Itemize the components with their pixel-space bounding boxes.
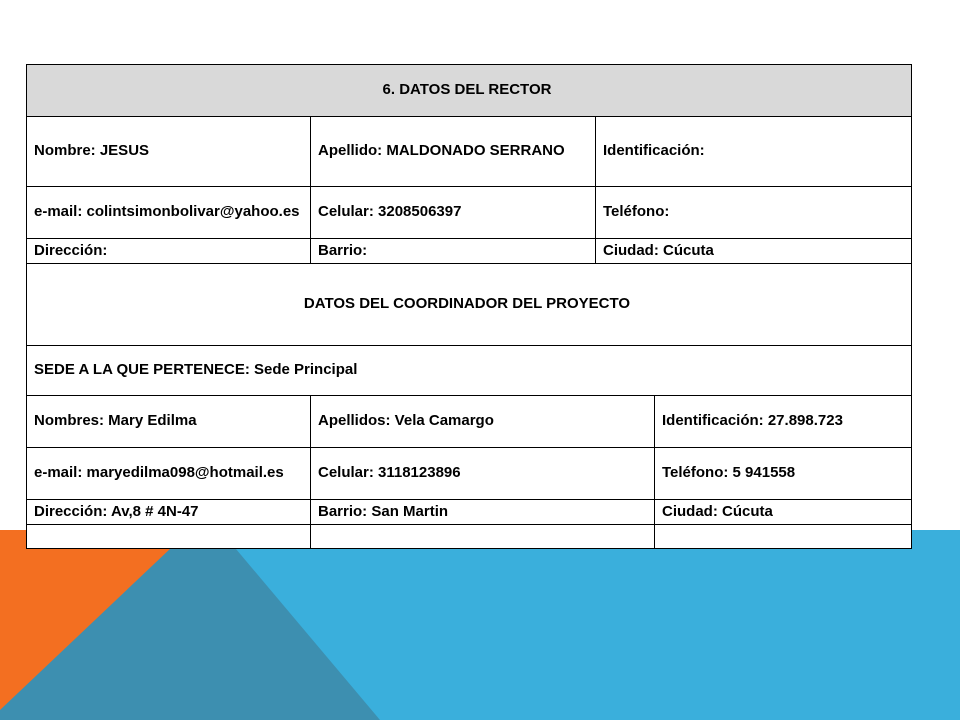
row-divider xyxy=(26,524,912,525)
rector-nombre: Nombre: JESUS xyxy=(34,142,150,159)
border-left xyxy=(26,64,27,549)
rector-section-title: 6. DATOS DEL RECTOR xyxy=(26,64,912,116)
coordinador-celular: Celular: 3118123896 xyxy=(318,464,461,481)
border-top xyxy=(26,64,912,65)
rector-barrio: Barrio: xyxy=(318,241,368,259)
row-divider xyxy=(26,116,912,117)
coordinador-barrio: Barrio: San Martin xyxy=(318,502,449,520)
border-right xyxy=(911,64,912,549)
row-divider xyxy=(26,186,912,187)
rector-celular: Celular: 3208506397 xyxy=(318,203,462,220)
row-divider xyxy=(26,499,912,500)
rector-identificacion: Identificación: xyxy=(603,142,705,159)
col-divider xyxy=(654,395,655,549)
info-table xyxy=(26,64,912,549)
border-bottom xyxy=(26,548,912,549)
col-divider xyxy=(310,116,311,263)
row-divider xyxy=(26,238,912,239)
col-divider xyxy=(310,395,311,549)
coordinador-direccion: Dirección: Av,8 # 4N-47 xyxy=(34,502,199,520)
coordinador-email: e-mail: maryedilma098@hotmail.es xyxy=(34,464,284,481)
rector-telefono: Teléfono: xyxy=(603,203,670,220)
coordinador-telefono: Teléfono: 5 941558 xyxy=(662,464,796,481)
coordinador-section-title: DATOS DEL COORDINADOR DEL PROYECTO xyxy=(303,295,631,312)
coordinador-nombres: Nombres: Mary Edilma xyxy=(34,412,197,429)
rector-direccion: Dirección: xyxy=(34,241,108,259)
row-divider xyxy=(26,345,912,346)
coordinador-ciudad: Ciudad: Cúcuta xyxy=(662,502,773,520)
col-divider xyxy=(595,116,596,263)
rector-apellido: Apellido: MALDONADO SERRANO xyxy=(318,142,565,159)
coordinador-identificacion: Identificación: 27.898.723 xyxy=(662,412,843,429)
coordinador-apellidos: Apellidos: Vela Camargo xyxy=(318,412,494,429)
row-divider xyxy=(26,263,912,264)
row-divider xyxy=(26,395,912,396)
rector-email: e-mail: colintsimonbolivar@yahoo.es xyxy=(34,203,300,220)
rector-ciudad: Ciudad: Cúcuta xyxy=(603,241,714,259)
row-divider xyxy=(26,447,912,448)
coordinador-sede: SEDE A LA QUE PERTENECE: Sede Principal xyxy=(34,361,358,378)
